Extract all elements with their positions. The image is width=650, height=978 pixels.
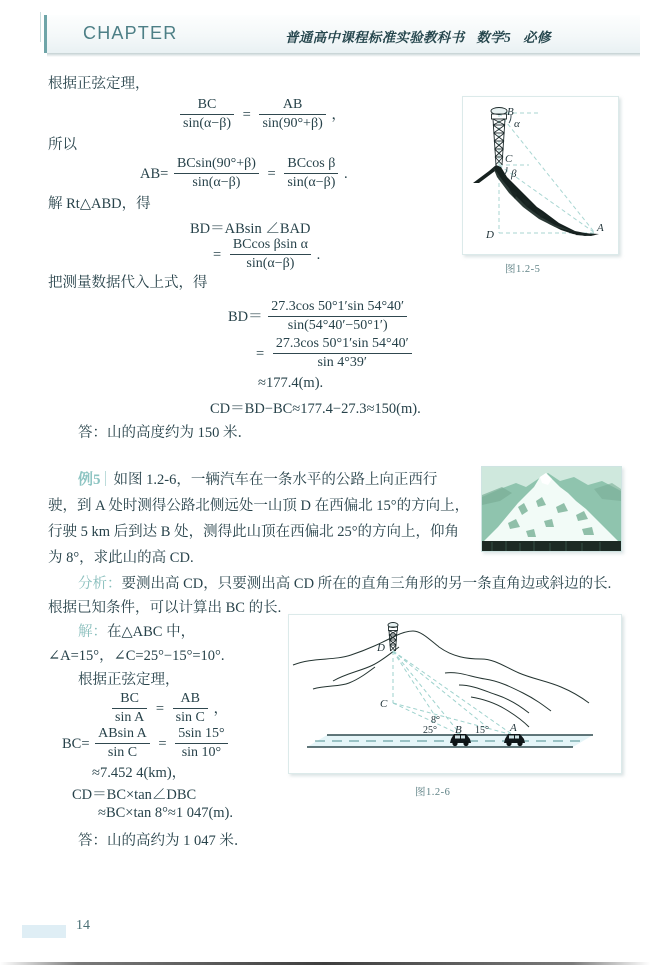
text-therefore: 所以 — [48, 137, 77, 153]
solution-line-3: 根据正弦定理， — [78, 672, 180, 688]
example5-text-line4: 为 8°，求此山的高 CD. — [48, 550, 194, 566]
figure-2-label-B: B — [455, 724, 462, 736]
fraction-denominator: sin(α−β) — [246, 256, 295, 271]
text-substitute-data: 把测量数据代入上式，得 — [48, 275, 208, 291]
fraction-bd-simplified — [273, 336, 412, 371]
fraction-ab-sin — [259, 97, 325, 132]
figure-1-label-alpha: α — [514, 118, 520, 130]
book-title-type: 必修 — [523, 30, 551, 45]
book-title-subject: 数学5 — [476, 30, 512, 45]
book-title — [285, 26, 551, 46]
formula-trailing-punctuation: ， — [331, 106, 346, 123]
fraction-bc-sinA — [112, 691, 147, 726]
figure-2-label-angle-elevation: 8° — [431, 715, 440, 726]
solution-line-cd-formula: CD＝BC×tan∠DBC — [72, 787, 197, 803]
fraction-denominator: sin A — [115, 710, 145, 725]
fraction-bc-sin — [180, 97, 234, 132]
fraction-numerator: AB — [259, 97, 325, 115]
fraction-bd-expression — [230, 237, 311, 272]
text-sine-law-intro: 根据正弦定理， — [48, 76, 150, 92]
equals-sign: = — [158, 736, 167, 752]
mountain-contour-lines — [293, 631, 589, 727]
footer-accent-bar — [22, 925, 66, 938]
fraction-denominator: sin(α−β) — [287, 175, 336, 190]
figure-2-label-angle-25: 25° — [423, 725, 437, 736]
formula-trailing-punctuation: . — [344, 165, 348, 182]
fraction-numerator: ABsin A — [95, 726, 150, 744]
analysis-line-2: 根据已知条件，可以计算出 BC 的长. — [48, 600, 282, 616]
mountain-ridge-shape — [473, 165, 595, 236]
fraction-denominator: sin(54°40′−50°1′) — [287, 318, 388, 333]
figure-2-road-mountain — [288, 614, 622, 774]
fraction-numerator: AB — [173, 691, 208, 709]
example5-heading-line — [78, 468, 437, 493]
analysis-tag: 分析： — [78, 576, 122, 592]
equals-sign: = — [155, 701, 164, 717]
snow-mountain-photo — [481, 466, 622, 552]
solution-formula-bc-value — [62, 727, 230, 762]
fraction-5sin15 — [175, 726, 227, 761]
fraction-denominator: sin(α−β) — [192, 175, 241, 190]
fraction-denominator: sin(90°+β) — [262, 116, 323, 131]
fraction-numerator: BCsin(90°+β) — [174, 156, 259, 174]
formula-bd-numeric-line2 — [253, 337, 414, 372]
figure-1-caption: 图1.2-5 — [505, 264, 541, 275]
formula-bc-ab-ratio — [178, 98, 346, 133]
formula-trailing-punctuation: ， — [213, 700, 228, 717]
formula-lhs: BD＝ — [228, 308, 263, 325]
answer-line-1: 答：山的高度约为 150 米． — [78, 425, 252, 441]
figure-2-label-D: D — [377, 642, 385, 654]
formula-cd-result: CD＝BD−BC≈177.4−27.3≈150(m). — [210, 401, 421, 417]
figure-1-label-beta: β — [511, 168, 517, 180]
solution-tag: 解： — [78, 624, 107, 640]
equals-sign: = — [213, 247, 222, 263]
figure-1-label-D: D — [486, 229, 494, 241]
formula-lhs: BC= — [62, 735, 90, 752]
example5-text-line1: 如图 1.2-6，一辆汽车在一条水平的公路上向正西行 — [113, 472, 438, 488]
equals-sign: = — [242, 107, 251, 123]
solution-formula-sine-ratio — [110, 692, 228, 727]
text-solve-right-triangle: 解 Rt△ABD，得 — [48, 196, 151, 212]
figure-1-label-A: A — [597, 222, 604, 234]
fraction-absinA — [95, 726, 150, 761]
fraction-bd-numeric — [268, 299, 407, 334]
solution-body-1: 在△ABC 中， — [107, 624, 196, 640]
fraction-numerator: BC — [180, 97, 234, 115]
fraction-bcsin — [174, 156, 259, 191]
fraction-denominator: sin 4°39′ — [317, 355, 367, 370]
fraction-ab-sinC — [173, 691, 208, 726]
figure-1-svg — [463, 97, 618, 254]
fraction-denominator: sin(α−β) — [183, 116, 232, 131]
fraction-bccos — [284, 156, 338, 191]
figure-2-label-angle-15: 15° — [475, 725, 489, 736]
equals-sign: = — [267, 166, 276, 182]
fraction-numerator: BC — [112, 691, 147, 709]
book-title-main: 普通高中课程标准实验教科书 — [285, 30, 465, 45]
formula-bd-result: ≈177.4(m). — [258, 375, 324, 391]
sight-lines-dashed — [393, 651, 513, 735]
figure-2-svg — [289, 615, 621, 773]
example5-text-line3: 行驶 5 km 后到达 B 处，测得此山顶在西偏北 25°的方向上，仰角 — [48, 524, 459, 540]
fraction-numerator: 27.3cos 50°1′sin 54°40′ — [273, 336, 412, 354]
figure-1-label-C: C — [505, 153, 513, 165]
footer-rule — [0, 962, 650, 965]
example5-divider — [105, 471, 106, 486]
fraction-numerator: 5sin 15° — [175, 726, 227, 744]
page-number: 14 — [76, 918, 90, 933]
solution-line-bc-result: ≈7.452 4(km)， — [92, 765, 187, 781]
solution-line-1 — [78, 620, 195, 645]
equals-sign: = — [256, 346, 265, 362]
example5-text-line2: 驶，到 A 处时测得公路北侧远处一山顶 D 在西偏北 15°的方向上， — [48, 498, 470, 514]
analysis-line-1 — [78, 572, 611, 597]
figure-2-label-A: A — [510, 722, 517, 734]
figure-1-tower-hill — [462, 96, 619, 255]
fraction-denominator: sin 10° — [181, 745, 222, 760]
fraction-numerator: 27.3cos 50°1′sin 54°40′ — [268, 299, 407, 317]
fraction-denominator: sin C — [175, 710, 205, 725]
fraction-denominator: sin C — [107, 745, 138, 760]
example5-tag: 例5 — [78, 472, 101, 488]
page-header — [44, 15, 640, 53]
formula-lhs: AB= — [140, 165, 169, 182]
formula-ab-solution — [140, 157, 348, 192]
figure-2-caption: 图1.2-6 — [415, 787, 451, 798]
formula-bd-line1: BD＝ABsin ∠BAD — [190, 221, 311, 237]
formula-trailing-punctuation: . — [316, 246, 321, 263]
snow-mountain-photo-svg — [482, 467, 621, 551]
fraction-numerator: BCcos β — [284, 156, 338, 174]
formula-bd-line2 — [210, 238, 320, 273]
chapter-label: CHAPTER — [83, 23, 178, 43]
answer-line-2: 答：山的高约为 1 047 米． — [78, 833, 249, 849]
fraction-numerator: BCcos βsin α — [230, 237, 311, 255]
solution-line-2: ∠A=15°，∠C=25°−15°=10°. — [48, 648, 225, 664]
analysis-body-1: 要测出高 CD，只要测出高 CD 所在的直角三角形的另一条直角边或斜边的长. — [121, 576, 612, 592]
road — [307, 735, 593, 747]
figure-2-label-C: C — [380, 698, 388, 710]
header-left-edge-line — [40, 12, 41, 42]
solution-line-cd-result: ≈BC×tan 8°≈1 047(m). — [98, 805, 234, 821]
formula-bd-numeric-line1 — [228, 300, 409, 335]
figure-1-label-B: B — [507, 106, 514, 118]
